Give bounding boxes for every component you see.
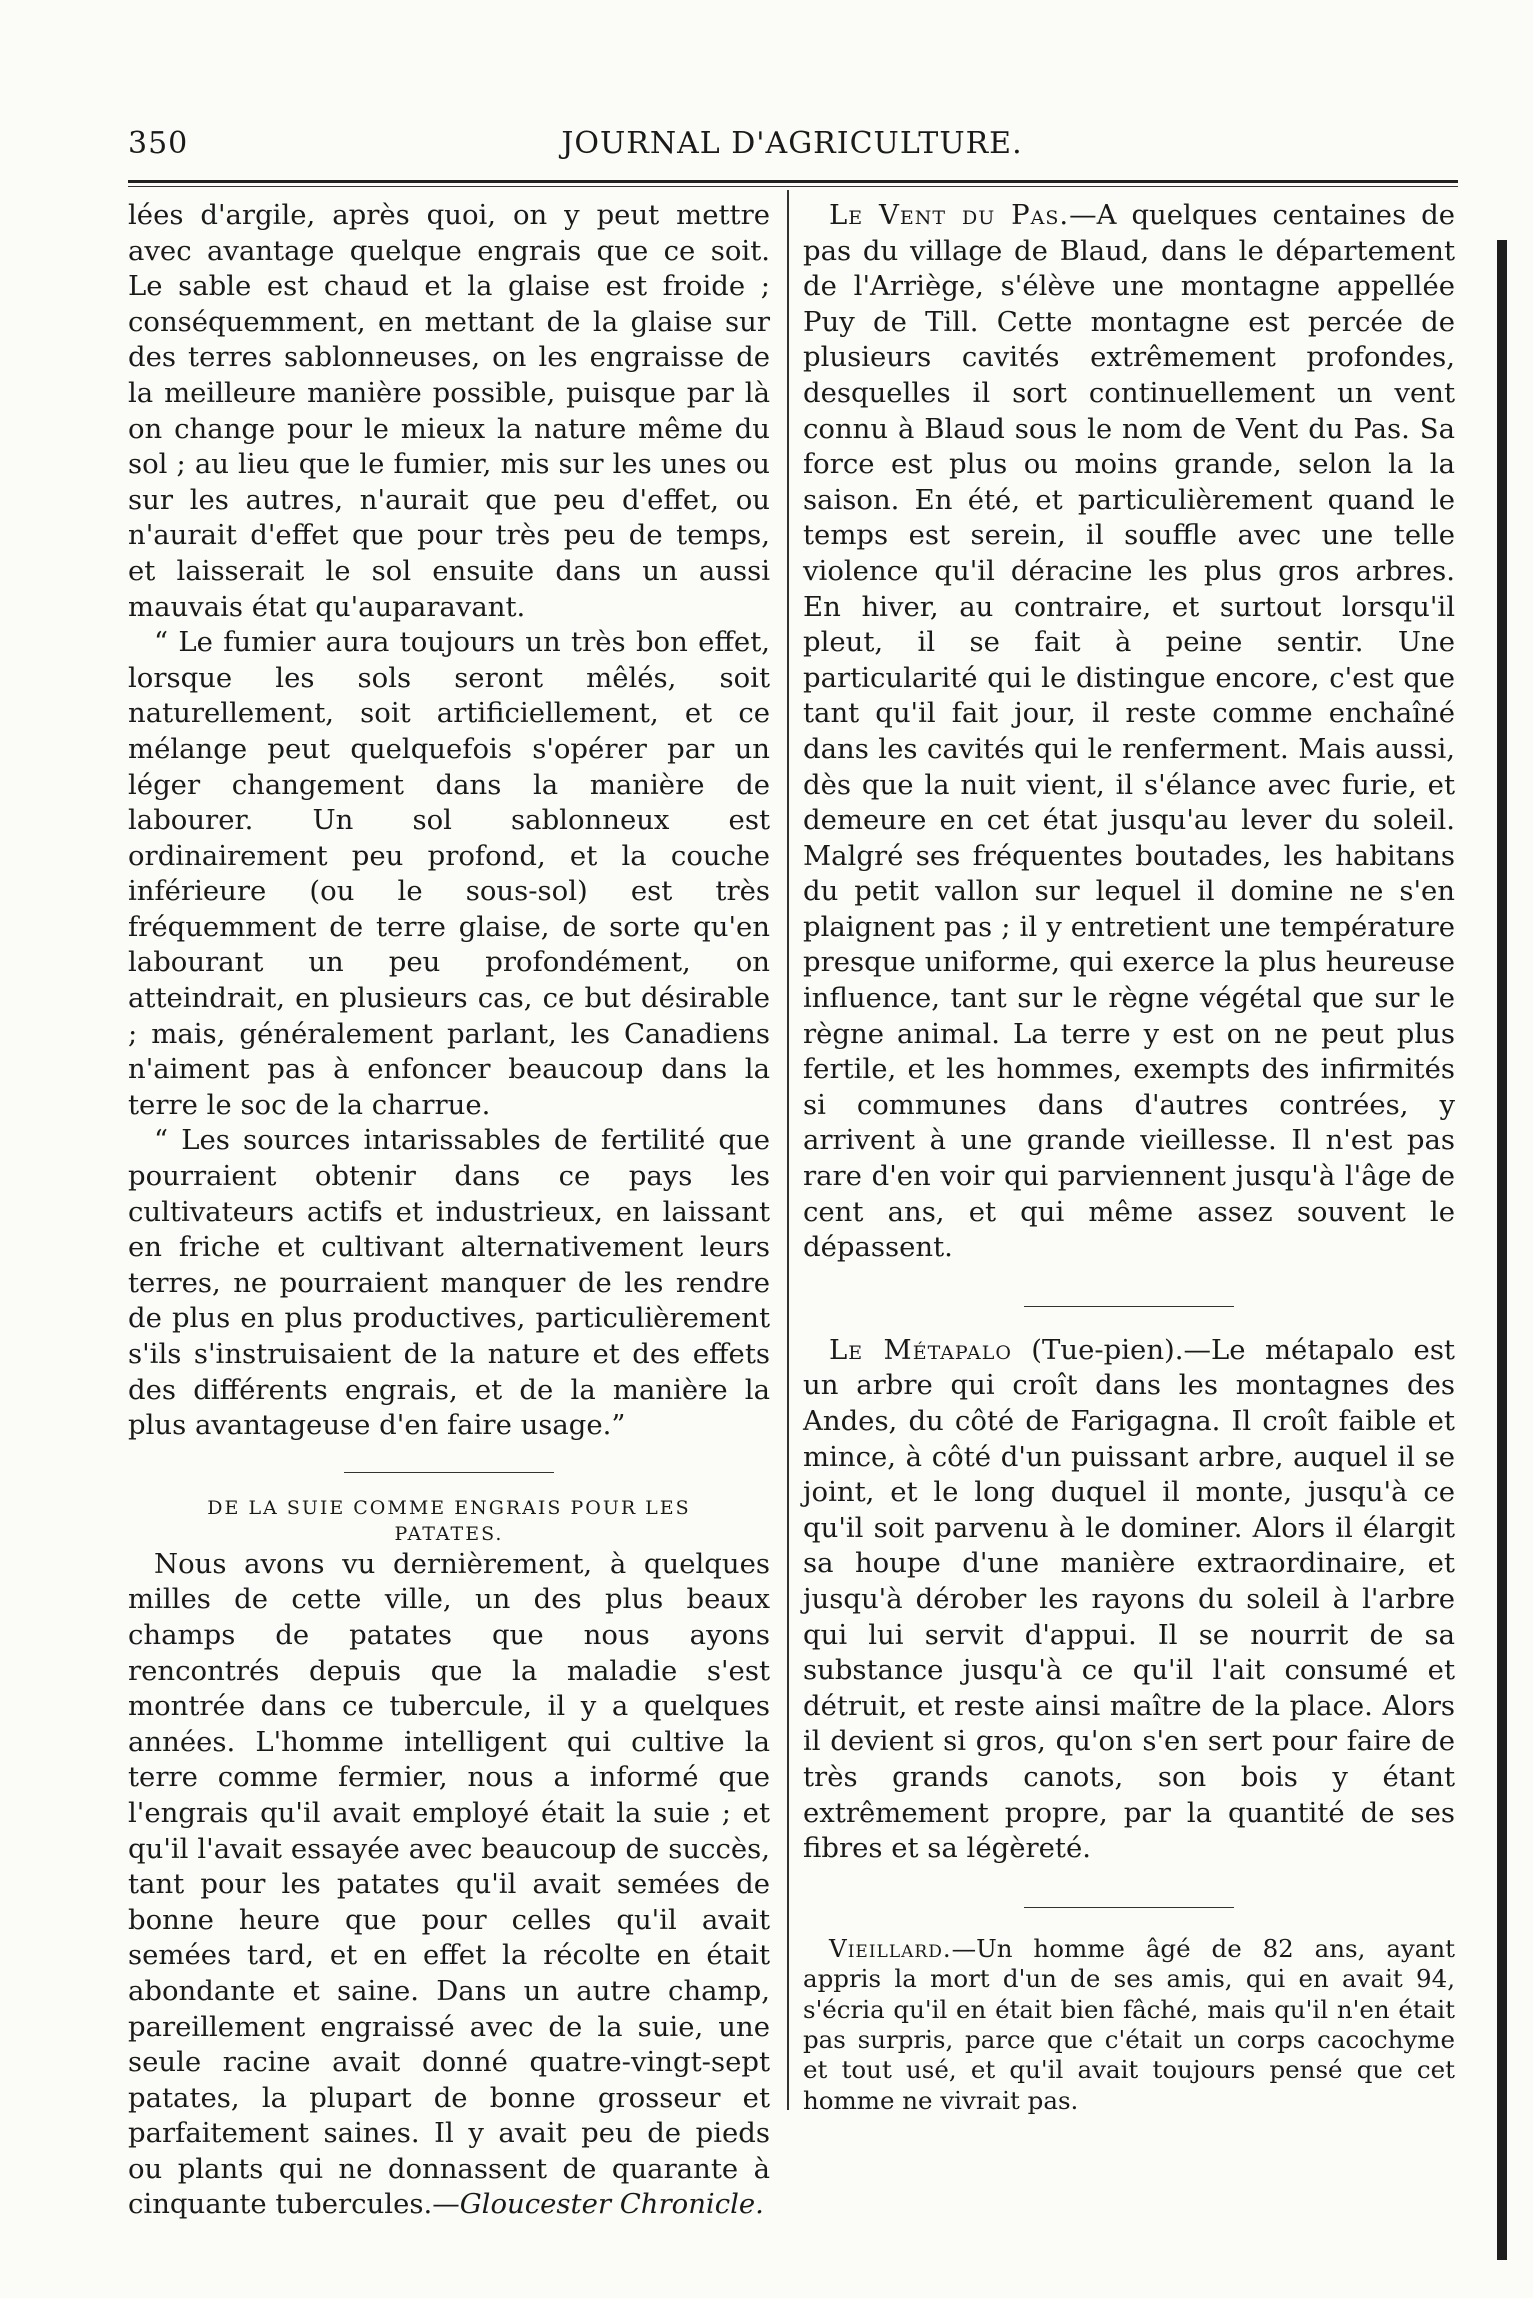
paragraph-suie — [128, 1547, 770, 2223]
column-divider — [787, 190, 789, 2110]
paragraph-suie-text: Nous avons vu dernièrement, à quelques milles de cette ville, un des plus beaux champs de patates que nous ayons rencontrés depuis que la maladie s'est montrée dans ce tubercule, il y a quelques années. L'homme intelligent qui cultive la terre comme fermier, nous a informé que l'engrais qu'il avait employé était la suie ; et qu'il l'avait essayée avec beaucoup de succès, tant pour les patates qu'il avait semées de bonne heure que pour celles qu'il avait semées tard, et en effet la récolte en était abondante et saine. Dans un autre champ, pareillement engraissé avec de la suie, une seule racine avait donné quatre-vingt-sept patates, la plupart de bonne grosseur et parfaitement saines. Il y avait peu de pieds ou plants qui ne donnassent de quarante à cinquante tubercules.— — [128, 1547, 770, 2221]
article-metapalo — [803, 1333, 1455, 1867]
section-title-line-2: PATATES. — [394, 1522, 504, 1545]
running-title: JOURNAL D'AGRICULTURE. — [561, 126, 1023, 161]
article-title-vieillard: Vieillard. — [829, 1933, 952, 1963]
page-edge — [1497, 240, 1507, 2260]
article-text-vent-du-pas: —A quelques centaines de pas du village de Blaud, dans le département de l'Arriège, s'élève une montagne appellée Puy de Till. Cette montagne est percée de plusieurs cavités extrêmement profondes, desquelles il sort continuellement un vent connu à Blaud sous le nom de Vent du Pas. Sa force est plus ou moins grande, selon la la saison. En été, et particulièrement quand le temps est serein, il souffle avec une telle violence qu'il déracine les plus gros arbres. En hiver, au contraire, et surtout lorsqu'il pleut, il se fait à peine sentir. Une particularité qui le distingue encore, c'est que tant qu'il fait jour, il reste comme enchaîné dans les cavités qui le renferment. Mais aussi, dès que la nuit vient, il s'élance avec furie, et demeure en cet état jusqu'au lever du soleil. Malgré ses fréquentes boutades, les habitans du petit vallon sur lequel il domine ne s'en plaignent pas ; il y entretient une température presque uniforme, qui exerce la plus heureuse influence, tant sur le règne végétal que sur le règne animal. La terre y est on ne peut plus fertile, et les hommes, exempts des infirmités si communes dans d'autres contrées, y arrivent à une grande vieillesse. Il n'est pas rare d'en voir qui parviennent jusqu'à l'âge de cent ans, et qui même assez souvent le dépassent. — [803, 199, 1455, 1264]
article-title-metapalo: Le Métapalo — [829, 1333, 1012, 1366]
section-separator — [344, 1472, 554, 1473]
paragraph-sources: “ Les sources intarissables de fertilité que pourraient obtenir dans ce pays les cultivateurs actifs et industrieux, en laissant en friche et cultivant alternativement leurs terres, ne pourraient manquer de les rendre de plus en plus productives, particulièrement s'ils s'instruisaient de la nature et des effets des différents engrais, et de la manière la plus avantageuse d'en faire usage.” — [128, 1124, 770, 1442]
page-number: 350 — [128, 126, 189, 161]
article-title-vent-du-pas: Le Vent du Pas. — [829, 199, 1070, 231]
header-rule-thin — [128, 186, 1458, 187]
paragraph-argile: lées d'argile, après quoi, on y peut mettre avec avantage quelque engrais que ce soit. Le sable est chaud et la glaise est froide ; conséquemment, en mettant de la glaise sur des terres sablonneuses, on les engraisse de la meilleure manière possible, puisque par là on change pour le mieux la nature même du sol ; au lieu que le fumier, mis sur les unes ou sur les autres, n'aurait que peu d'effet, ou n'aurait d'effet que pour très peu de temps, et laisserait le sol ensuite dans un aussi mauvais état qu'auparavant. — [128, 199, 770, 623]
left-column — [128, 198, 770, 2223]
article-separator-1 — [1024, 1306, 1234, 1307]
source-citation: Gloucester Chronicle. — [459, 2188, 764, 2221]
paragraph-fumier: “ Le fumier aura toujours un très bon effet, lorsque les sols seront mêlés, soit naturellement, soit artificiellement, et ce mélange peut quelquefois s'opérer par un léger changement dans la manière de labourer. Un sol sablonneux est ordinairement peu profond, et la couche inférieure (ou le sous-sol) est très fréquemment de terre glaise, de sorte qu'en labourant un peu profondément, on atteindrait, en plusieurs cas, ce but désirable ; mais, généralement parlant, les Canadiens n'aiment pas à enfoncer beaucoup dans la terre le soc de la charrue. — [128, 626, 770, 1121]
article-text-vieillard: —Un homme âgé de 82 ans, ayant appris la mort d'un de ses amis, qui en avait 94, s'écria qu'il en était bien fâché, mais qu'il n'en était pas surpris, parce que c'était un corps cacochyme et tout usé, et qu'il avait toujours pensé que cet homme ne vivrait pas. — [803, 1933, 1455, 2115]
right-column — [803, 198, 1455, 2116]
section-title-suie — [128, 1495, 770, 1547]
article-text-metapalo: (Tue-pien).—Le métapalo est un arbre qui croît dans les montagnes des Andes, du côté de Farigagna. Il croît faible et mince, à côté d'un puissant arbre, auquel il se joint, et le long duquel il monte, jusqu'à ce qu'il soit parvenu à le dominer. Alors il élargit sa houpe d'une manière extraordinaire, et jusqu'à dérober les rayons du soleil à l'arbre qui lui servit d'appui. Il se nourrit de sa substance jusqu'à ce qu'il l'ait consumé et détruit, et reste ainsi maître de la place. Alors il devient si gros, qu'on s'en sert pour faire de très grands canots, son bois y étant extrêmement propre, par la quantité de ses fibres et sa légèreté. — [803, 1333, 1455, 1865]
header-rule — [128, 180, 1458, 183]
article-separator-2 — [1024, 1907, 1234, 1908]
article-vieillard — [803, 1934, 1455, 2116]
article-vent-du-pas — [803, 198, 1455, 1266]
page-header — [128, 126, 1456, 176]
section-title-line-1: DE LA SUIE COMME ENGRAIS POUR LES — [207, 1496, 691, 1519]
